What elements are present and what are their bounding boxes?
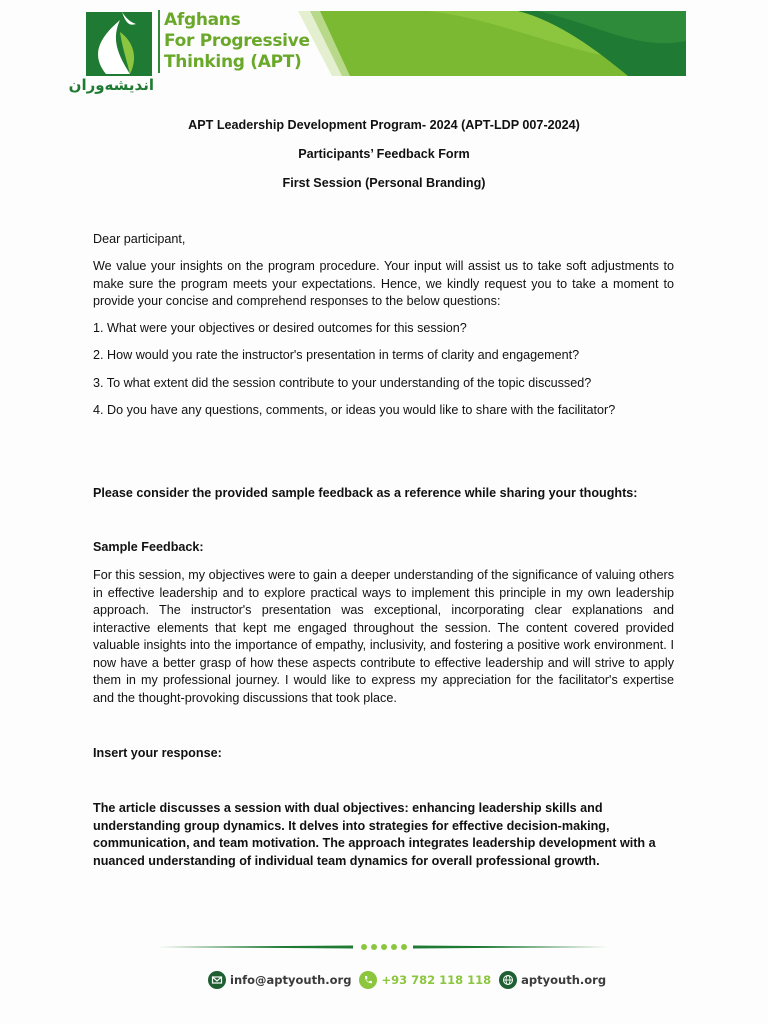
intro-paragraph: We value your insights on the program procedure. Your input will assist us to take soft adjustments to make sure the program meets your expectations. Hence, we kindly request you to take a moment to provide your concise and comprehend responses to the below questions:: [93, 259, 674, 308]
sample-note: Please consider the provided sample feedback as a reference while sharing your thoughts:: [93, 486, 638, 500]
email-contact[interactable]: [208, 971, 351, 989]
question-4: 4. Do you have any questions, comments, or ideas you would like to share with the facilitator?: [93, 403, 616, 417]
logo-script-text: اندیشه‌وران: [68, 76, 154, 94]
globe-icon: [499, 971, 517, 989]
response-heading: Insert your response:: [93, 746, 222, 760]
greeting: Dear participant,: [93, 232, 186, 246]
sample-heading: Sample Feedback:: [93, 540, 204, 554]
phone-contact[interactable]: [359, 971, 491, 989]
session-title: First Session (Personal Branding): [282, 176, 486, 190]
apt-logo-icon: [86, 12, 152, 76]
response-paragraph: The article discusses a session with dual objectives: enhancing leadership skills and understanding group dynamics. It delves into strategies for effective decision-making, communication, and team motivation. The approach integrates leadership development with a nuanced understanding of individual team dynamics for overall professional growth.: [93, 801, 656, 868]
question-2: 2. How would you rate the instructor's presentation in terms of clarity and engagement?: [93, 348, 580, 362]
footer-divider: [158, 940, 608, 954]
email-text[interactable]: info@aptyouth.org: [230, 973, 352, 987]
email-icon: [208, 971, 226, 989]
logo-line-3: Thinking (APT): [164, 52, 302, 72]
question-3: 3. To what extent did the session contribute to your understanding of the topic discussed?: [93, 376, 592, 390]
footer-contacts: [208, 969, 606, 991]
logo-line-2: For Progressive: [164, 31, 310, 51]
header-banner: [298, 11, 686, 76]
phone-icon: [359, 971, 377, 989]
website-text[interactable]: aptyouth.org: [521, 973, 607, 987]
logo-line-1: Afghans: [164, 10, 241, 30]
phone-text[interactable]: +93 782 118 118: [381, 973, 492, 987]
website-contact[interactable]: [499, 971, 606, 989]
question-1: 1. What were your objectives or desired outcomes for this session?: [93, 321, 467, 335]
program-title: APT Leadership Development Program- 2024 (APT-LDP 007-2024): [188, 118, 580, 132]
logo-wordmark: [158, 10, 314, 73]
sample-feedback-paragraph: For this session, my objectives were to gain a deeper understanding of the significance of valuing others in effective leadership and to explore practical ways to implement this principle in my own leadership approach. The instructor's presentation was exceptional, incorporating clear explanations and interactive elements that kept me engaged throughout the session. The content covered provided valuable insights into the importance of empathy, inclusivity, and fostering a positive work environment. I now have a better grasp of how these aspects contribute to effective leadership and will strive to apply them in my professional journey. I would like to express my appreciation for the facilitator's expertise and the thought-provoking discussions that took place.: [93, 568, 674, 705]
form-title: Participants’ Feedback Form: [298, 147, 470, 161]
letterhead: [68, 10, 686, 98]
